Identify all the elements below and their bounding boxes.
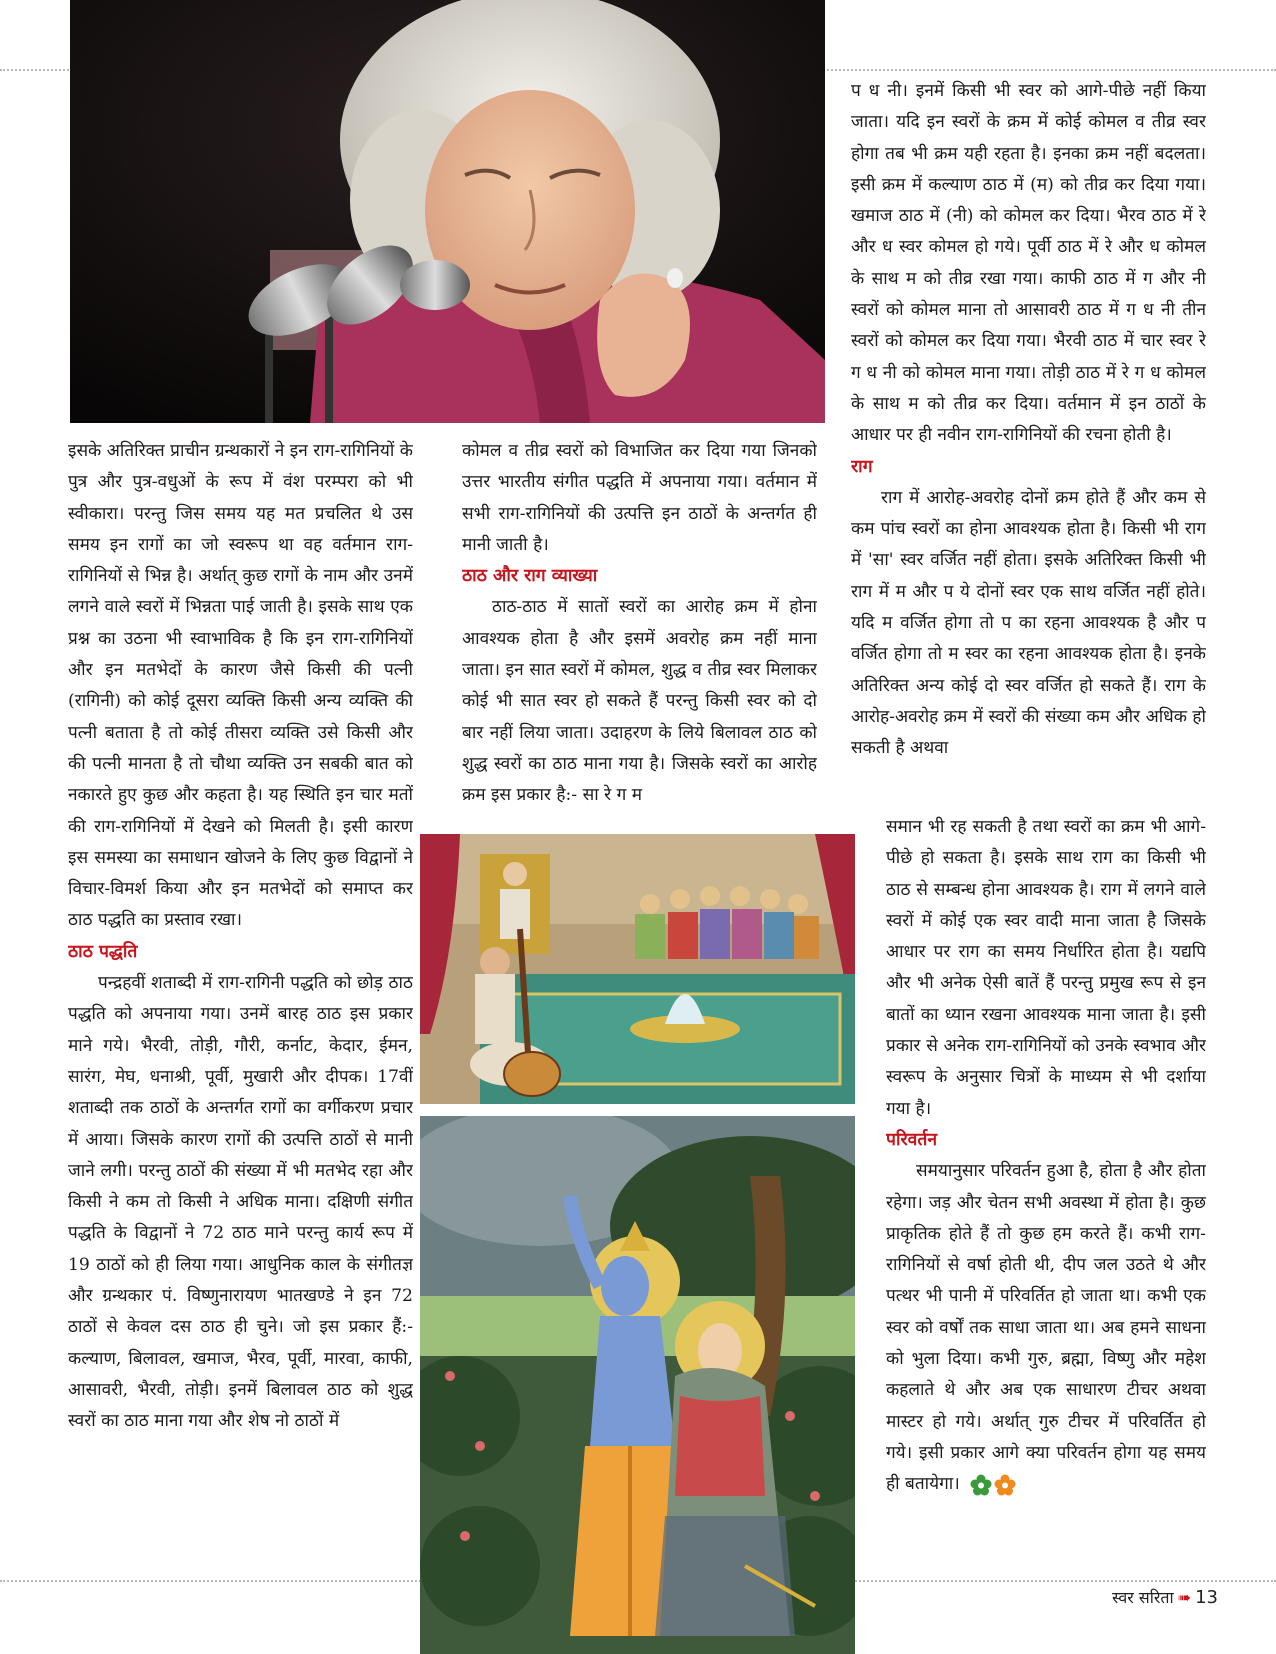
- column-4: [886, 812, 1206, 1572]
- col3-paragraph-1: प ध नी। इनमें किसी भी स्वर को आगे-पीछे नहीं किया जाता। यदि इन स्वरों के क्रम में कोई कोमल व तीव्र स्वर होगा तब भी क्रम यही रहता है। इनका क्रम नहीं बदलता। इसी क्रम में कल्याण ठाठ में (म) को तीव्र कर दिया गया। खमाज ठाठ में (नी) को कोमल कर दिया। भैरव ठाठ में रे और ध स्वर कोमल हो गये। पूर्वी ठाठ में रे और ध कोमल के साथ म को तीव्र रखा गया। काफी ठाठ में ग और नी स्वरों को कोमल माना तो आसावरी ठाठ में ग ध नी तीन स्वरों को कोमल कर दिया गया। भैरवी ठाठ में चार स्वर रे ग ध नी को कोमल माना गया। तोड़ी ठाठ में रे ग ध कोमल के साथ म को तीव्र कर दिया। वर्तमान में इन ठाठों के आधार पर ही नवीन राग-रागिनियों की रचना होती है।: [851, 81, 1206, 446]
- col2-paragraph-2: ठाठ-ठाठ में सातों स्वरों का आरोह क्रम में होना आवश्यक होता है और इसमें अवरोह क्रम नहीं माना जाता। इन सात स्वरों में कोमल, शुद्ध व तीव्र स्वर मिलाकर कोई भी सात स्वर हो सकते हैं परन्तु किसी स्वर को दो बार नहीं लिया जाता। उदाहरण के लिये बिलावल ठाठ को शुद्ध स्वरों का ठाठ माना गया है। जिसके स्वरों का आरोह क्रम इस प्रकार है:- सा रे ग म: [462, 597, 817, 806]
- flower-ornament: [970, 1474, 1016, 1496]
- arrow-right-icon: ➠: [1177, 1587, 1192, 1607]
- col1-paragraph-2: पन्द्रहवीं शताब्दी में राग-रागिनी पद्धति को छोड़ ठाठ पद्धति को अपनाया गया। उनमें बारह ठाठ इस प्रकार माने गये। भैरवी, तोड़ी, गौरी, कर्नाट, केदार, ईमन, सारंग, मेघ, धनाश्री, पूर्वी, मुखारी और दीपक। 17वीं शताब्दी तक ठाठों के अन्तर्गत रागों का वर्गीकरण प्रचार में आया। जिसके कारण रागों की उत्पत्ति ठाठों से मानी जाने लगी। परन्तु ठाठों की संख्या में भी मतभेद रहा और किसी ने कम तो किसी ने अधिक माना। दक्षिणी संगीत पद्धति के विद्वानों ने 72 ठाठ माने परन्तु कार्य रूप में 19 ठाठों को ही लिया गया। आधुनिक काल के संगीतज्ञ और ग्रन्थकार पं. विष्णुनारायण भातखण्डे ने इन 72 ठाठों से केवल दस ठाठ ही चुने। जो इस प्रकार हैं:- कल्याण, बिलावल, खमाज, भैरव, पूर्वी, मारवा, काफी, आसावरी, भैरवी, तोड़ी। इनमें बिलावल ठाठ को शुद्ध स्वरों का ठाठ माना गया और शेष नो ठाठों में: [68, 973, 413, 1432]
- column-3: [851, 76, 1206, 812]
- col4-paragraph-2-text: समयानुसार परिवर्तन हुआ है, होता है और होता रहेगा। जड़ और चेतन सभी अवस्था में होता है। कुछ प्राकृतिक होते हैं तो कुछ हम करते हैं। कभी राग-रागिनियों से वर्षा होती थी, दीप जल उठते थे और पत्थर भी पानी में परिवर्तित हो जाता था। कभी एक स्वर को वर्षों तक साधा जाता था। अब हमने साधना को भुला दिया। कभी गुरु, ब्रह्मा, विष्णु और महेश कहलाते थे और अब एक साधारण टीचर अथवा मास्टर हो गये। अर्थात् गुरु टीचर में परिवर्तित हो गये। इसी प्रकार आगे क्या परिवर्तन होगा यह समय ही बतायेगा।: [886, 1161, 1206, 1495]
- heading-thaat-aur-raag: ठाठ और राग व्याख्या: [462, 566, 598, 587]
- heading-raag: राग: [851, 456, 873, 477]
- col4-paragraph-1: समान भी रह सकती है तथा स्वरों का क्रम भी आगे-पीछे हो सकता है। इसके साथ राग का किसी भी ठाठ से सम्बन्ध होना आवश्यक है। राग में लगने वाले स्वरों में कोई एक स्वर वादी माना जाता है जिसके आधार पर राग का समय निर्धारित होता है। यद्यपि और भी अनेक ऐसी बातें हैं परन्तु प्रमुख रूप से इन बातों का ध्यान रखना आवश्यक माना जाता है। इसी प्रकार से अनेक राग-रागिनियों को उनके स्वभाव और स्वरूप के अनुसार चित्रों के माध्यम से भी दर्शाया गया है।: [886, 817, 1206, 1119]
- page-footer: [1112, 1586, 1218, 1608]
- green-flower-icon: [970, 1474, 992, 1496]
- heading-parivartan: परिवर्तन: [886, 1129, 938, 1150]
- column-2: [462, 436, 817, 828]
- page-number: 13: [1195, 1586, 1218, 1608]
- heading-thaat-paddhati: ठाठ पद्धति: [68, 941, 138, 962]
- col2-paragraph-1: कोमल व तीव्र स्वरों को विभाजित कर दिया गया जिनको उत्तर भारतीय संगीत पद्धति में अपनाया गया। वर्तमान में सभी राग-रागिनियों की उत्पत्ति इन ठाठों के अन्तर्गत ही मानी जाती है।: [462, 441, 817, 555]
- court-painting: [420, 834, 855, 1104]
- magazine-name: स्वर सरिता: [1112, 1588, 1174, 1607]
- column-1: [68, 436, 413, 1576]
- krishna-radha-painting: [420, 1116, 855, 1654]
- col1-paragraph-1: इसके अतिरिक्त प्राचीन ग्रन्थकारों ने इन राग-रागिनियों के पुत्र और पुत्र-वधुओं के रूप में वंश परम्परा को भी स्वीकारा। परन्तु जिस समय यह मत प्रचलित थे उस समय इन रागों का जो स्वरूप था वह वर्तमान राग-रागिनियों से भिन्न है। अर्थात् कुछ रागों के नाम और उनमें लगने वाले स्वरों में भिन्नता पाई जाती है। इसके साथ एक प्रश्न का उठना भी स्वाभाविक है कि इन राग-रागिनियों और इन मतभेदों के कारण जैसे किसी की पत्नी (रागिनी) को कोई दूसरा व्यक्ति किसी अन्य व्यक्ति की पत्नी बताता है तो कोई तीसरा व्यक्ति उसे किसी और की पत्नी मानता है तो चौथा व्यक्ति उन सबकी बात को नकारते हुए कुछ और कहता है। यह स्थिति इन चार मतों की राग-रागिनियों में देखने को मिलती है। इसी कारण इस समस्या का समाधान खोजने के लिए कुछ विद्वानों ने विचार-विमर्श किया और इन मतभेदों को समाप्त कर ठाठ पद्धति का प्रस्ताव रखा।: [68, 441, 413, 931]
- col3-paragraph-2: राग में आरोह-अवरोह दोनों क्रम होते हैं और कम से कम पांच स्वरों का होना आवश्यक होता है। किसी भी राग में 'सा' स्वर वर्जित नहीं होता। इसके अतिरिक्त किसी भी राग में म और प ये दोनों स्वर एक साथ वर्जित नहीं होते। यदि म वर्जित होगा तो प का रहना आवश्यक है और प वर्जित होगा तो म स्वर का रहना आवश्यक होता है। इनके अतिरिक्त अन्य कोई दो स्वर वर्जित हो सकते हैं। राग के आरोह-अवरोह क्रम में स्वरों की संख्या कम और अधिक हो सकती है अथवा: [851, 487, 1206, 759]
- col4-paragraph-2: [886, 1156, 1206, 1500]
- singer-photo: [70, 0, 825, 423]
- orange-flower-icon: [994, 1474, 1016, 1496]
